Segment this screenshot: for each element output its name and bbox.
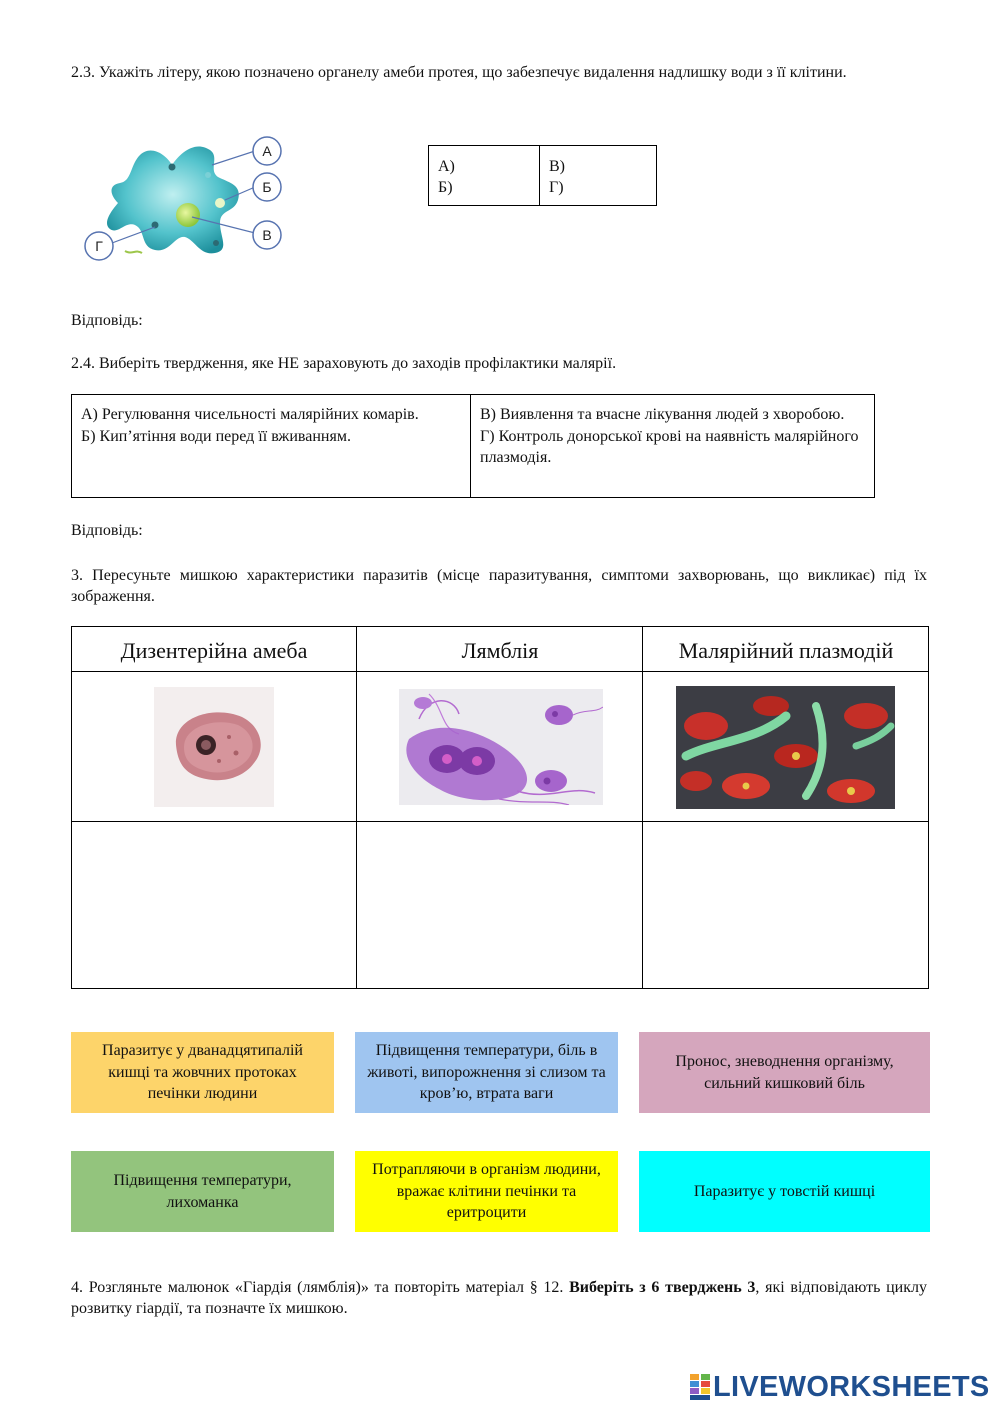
drop-zone-plasmodium[interactable]	[644, 823, 928, 988]
option-g: Г)	[549, 179, 564, 196]
question-4-text	[71, 1277, 927, 1319]
options-col-2	[471, 395, 874, 497]
label-a: А	[262, 143, 272, 159]
answer-label-2-4: Відповідь:	[71, 522, 143, 539]
plasmodium-image	[676, 686, 895, 809]
option-v: В)	[549, 158, 565, 175]
drag-card-liver-erythrocytes[interactable]: Потрапляючи в організм людини, вражає клітини печінки та еритроцити	[355, 1151, 618, 1232]
option-a: А) Регулювання чисельності малярійних комарів.	[81, 406, 419, 423]
drop-zone-dysentery-amoeba[interactable]	[72, 823, 356, 988]
drag-card-diarrhea[interactable]: Пронос, зневоднення організму, сильний кишковий біль	[639, 1032, 930, 1113]
q4-text-bold: Виберіть з 6 тверджень 3	[569, 1279, 756, 1296]
q4-text-end: , які відповідають циклу розвитку гіардії, та позначте їх мишкою.	[71, 1279, 928, 1317]
option-b: Б)	[438, 179, 453, 196]
header-giardia: Лямблія	[461, 638, 539, 663]
options-col-2	[540, 146, 656, 205]
drop-zone-giardia[interactable]	[358, 823, 642, 988]
option-v: В) Виявлення та вчасне лікування людей з хворобою.	[480, 406, 845, 423]
amoeba-proteus-image	[80, 125, 290, 275]
options-col-1	[72, 395, 471, 497]
option-a: А)	[438, 158, 455, 175]
giardia-image	[399, 689, 603, 805]
drag-card-colon[interactable]: Паразитує у товстій кишці	[639, 1151, 930, 1232]
drag-card-fever[interactable]: Підвищення температури, лихоманка	[71, 1151, 334, 1232]
header-plasmodium: Малярійний плазмодій	[678, 638, 894, 663]
question-2-3-text: 2.3. Укажіть літеру, якою позначено органелу амеби протея, що забезпечує видалення надлишку води з її клітини.	[71, 64, 847, 81]
liveworksheets-wordmark: LIVEWORKSHEETS	[713, 1370, 990, 1403]
dysentery-amoeba-image	[154, 687, 274, 807]
label-g: Г	[95, 238, 103, 254]
label-b: Б	[262, 179, 272, 195]
parasite-table	[71, 626, 929, 989]
liveworksheets-logo	[690, 1372, 990, 1402]
question-2-4-text: 2.4. Виберіть твердження, яке НЕ зараховують до заходів профілактики малярії.	[71, 355, 617, 372]
label-v: В	[262, 227, 272, 243]
question-3-text: 3. Пересуньте мишкою характеристики паразитів (місце паразитування, симптоми захворювань, що викликає) під їх зображення.	[71, 567, 927, 605]
answer-label-2-3: Відповідь:	[71, 312, 143, 329]
option-b: Б) Кип’ятіння води перед її вживанням.	[81, 427, 351, 445]
option-g: Г) Контроль донорської крові на наявність малярійного плазмодія.	[480, 427, 859, 466]
q4-text-start: 4. Розгляньте малюнок «Гіардія (лямблія)» та повторіть матеріал § 12.	[71, 1279, 570, 1296]
options-table-2-4	[71, 394, 875, 498]
amoeba-nucleus	[176, 203, 200, 227]
options-col-1	[429, 146, 540, 205]
drag-card-fever-abdominal-pain[interactable]: Підвищення температури, біль в животі, випорожнення зі слизом та кров’ю, втрата ваги	[355, 1032, 618, 1113]
header-dysentery-amoeba: Дизентерійна амеба	[120, 638, 308, 663]
options-table-2-3	[428, 145, 657, 206]
drag-card-duodenum[interactable]: Паразитує у дванадцятипалій кишці та жовчних протоках печінки людини	[71, 1032, 334, 1113]
liveworksheets-logo-icon	[690, 1374, 710, 1400]
